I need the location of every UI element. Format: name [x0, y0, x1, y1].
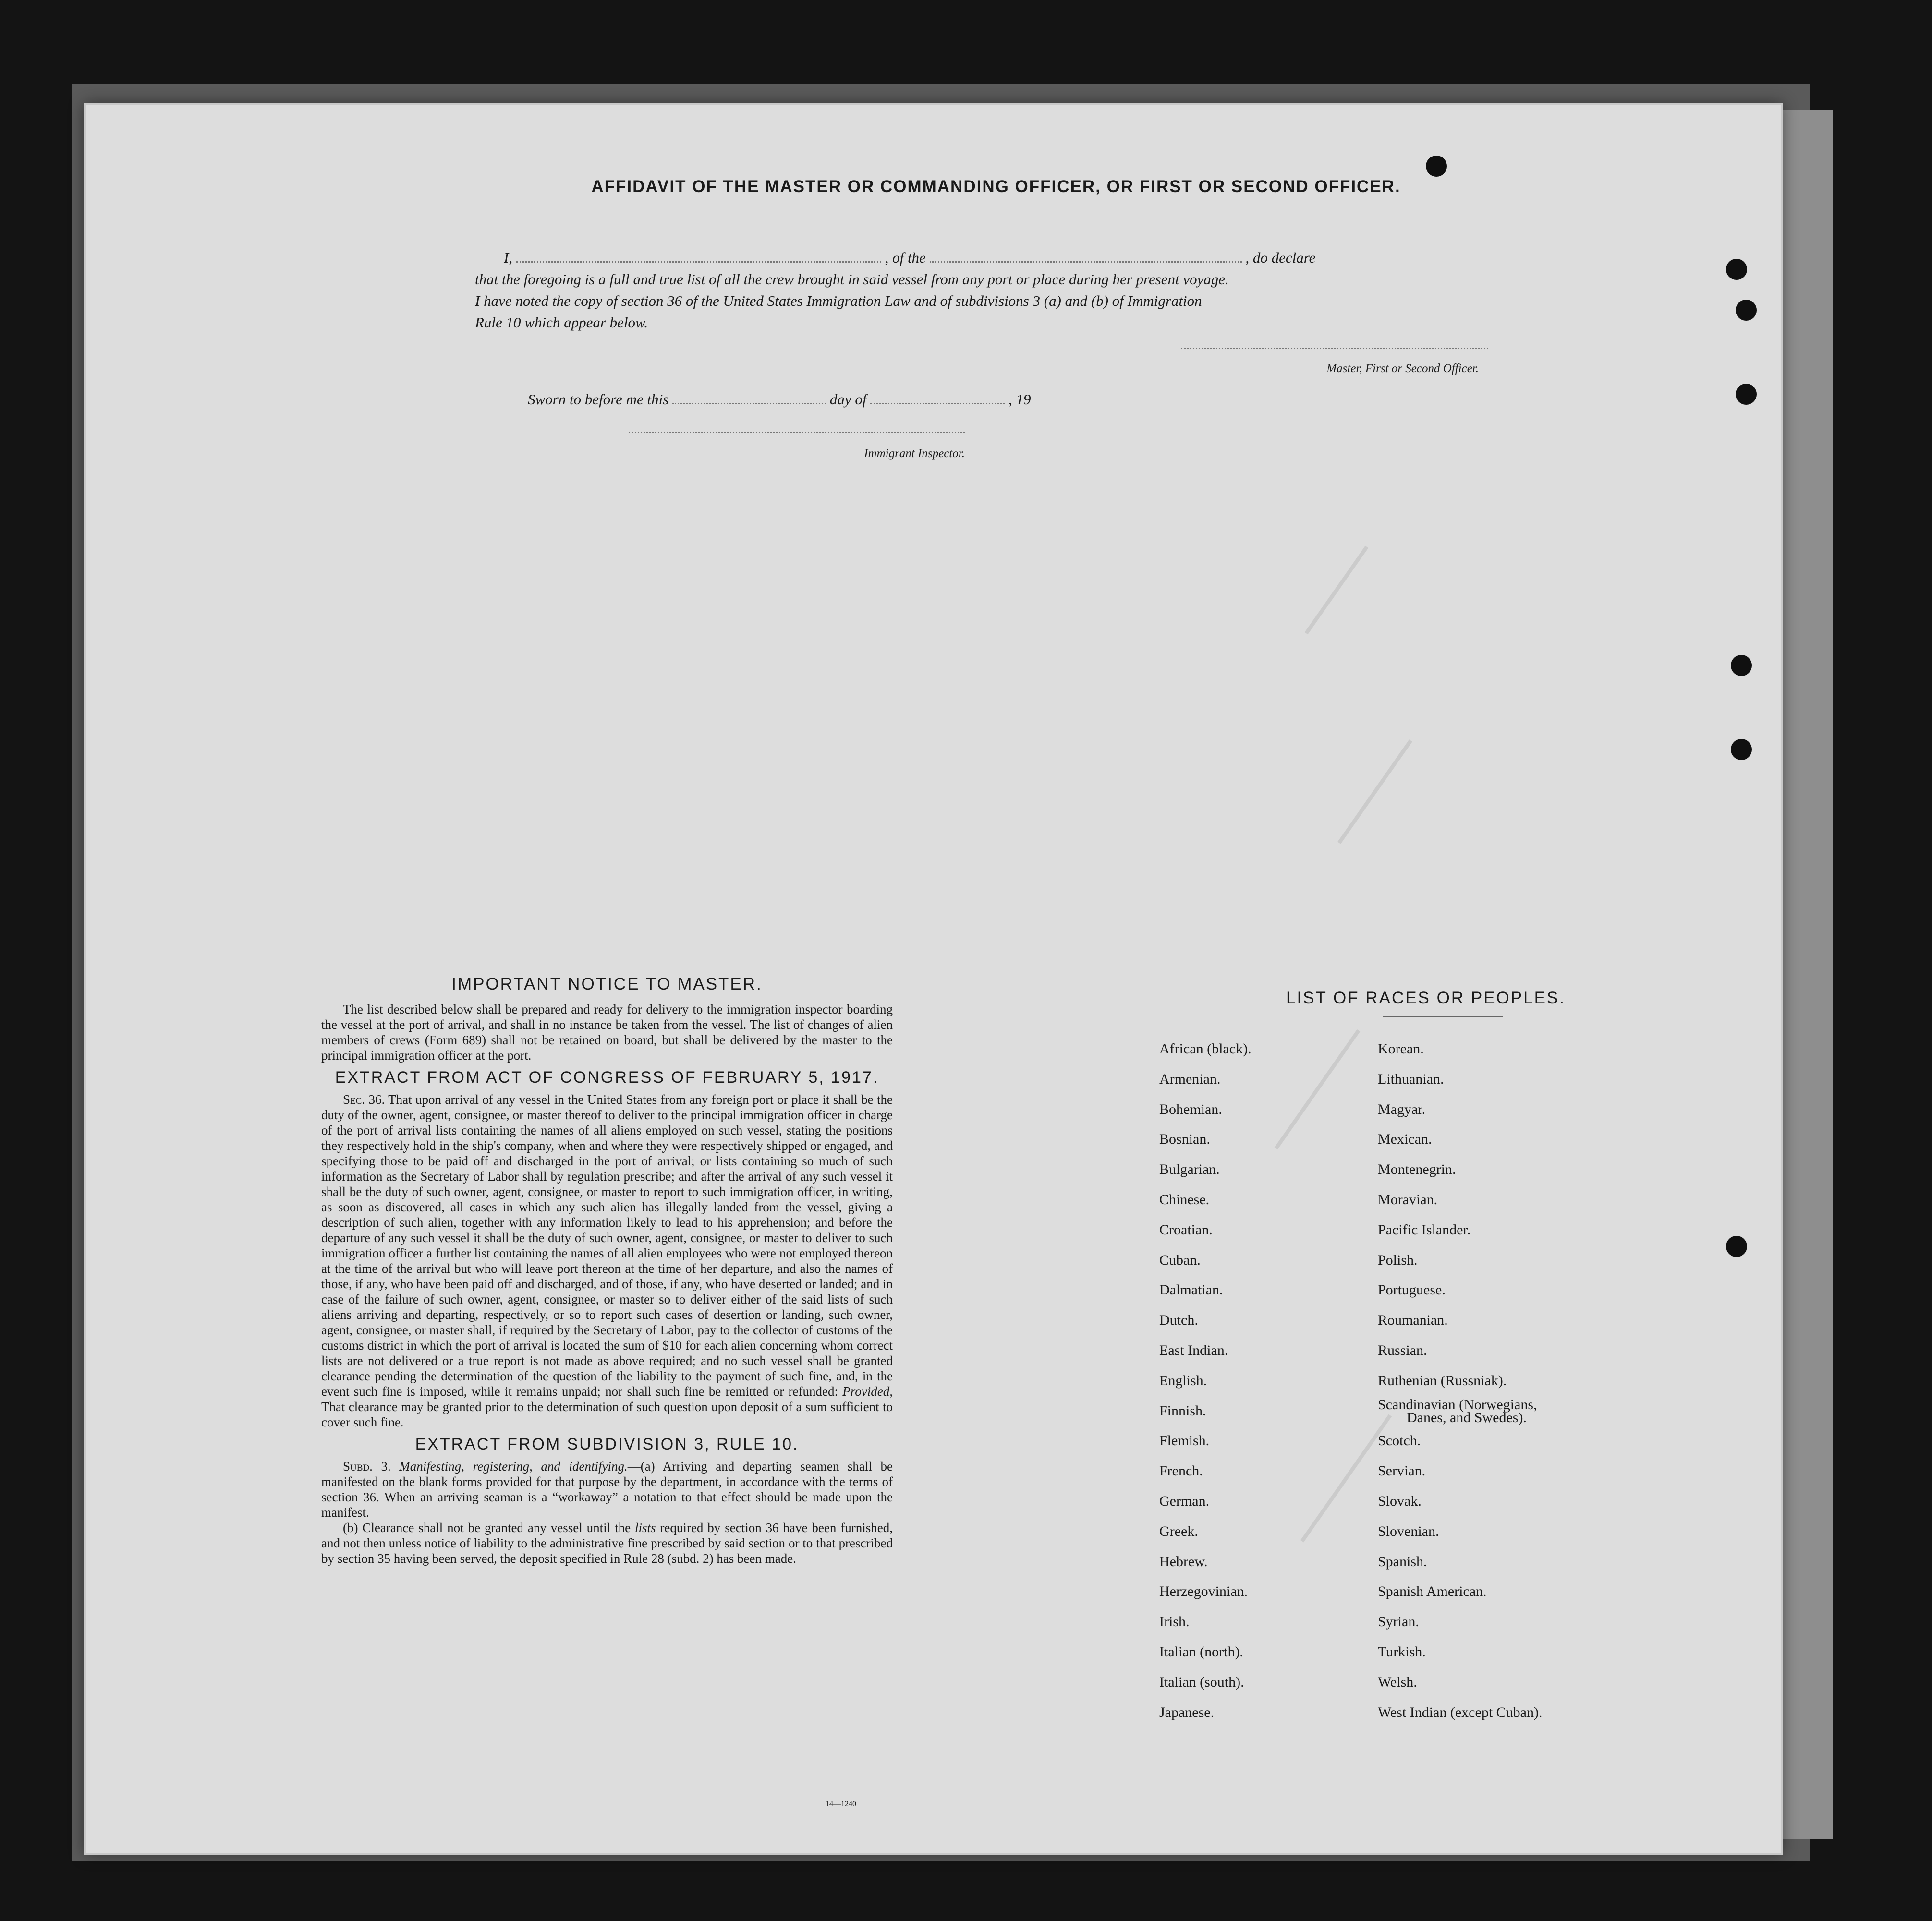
race-item: Welsh.: [1378, 1674, 1417, 1690]
race-item: Bosnian.: [1159, 1131, 1210, 1148]
sworn-year: , 19: [1008, 391, 1031, 408]
race-item: Bulgarian.: [1159, 1161, 1220, 1178]
form-number: 14—1240: [826, 1800, 856, 1808]
affidavit-i: I,: [504, 249, 513, 266]
race-item: Cuban.: [1159, 1252, 1201, 1268]
race-item-line: Scandinavian (Norwegians,: [1378, 1396, 1537, 1413]
race-item: Herzegovinian.: [1159, 1583, 1248, 1600]
race-item: West Indian (except Cuban).: [1378, 1704, 1543, 1720]
race-item: Polish.: [1378, 1252, 1418, 1268]
affidavit-line-3: I have noted the copy of section 36 of the United States Immigration Law and of subdivisions 3 (a) and (b) of Immigration: [475, 292, 1202, 309]
race-item: Mexican.: [1378, 1131, 1432, 1148]
race-item: Slovak.: [1378, 1493, 1422, 1509]
race-item: Korean.: [1378, 1041, 1424, 1057]
master-name-blank[interactable]: [516, 261, 881, 263]
affidavit-line-2: that the foregoing is a full and true list of all the crew brought in said vessel from any port or place during her present voyage.: [475, 271, 1229, 288]
race-item: Slovenian.: [1378, 1523, 1439, 1539]
notice-column: [321, 977, 893, 1566]
races-title: LIST OF RACES OR PEOPLES.: [1286, 989, 1566, 1007]
punch-hole: [1726, 259, 1747, 280]
subdivision-b-part2: required by section 36 have been furnished, and not then unless notice of liability to the administrative fine prescribed by said section or to that prescribed by section 35 having been served, the deposit specified in Rule 28 (subd. 2) has been made.: [321, 1521, 893, 1566]
race-item: Irish.: [1159, 1614, 1190, 1630]
sworn-text: Sworn to before me this: [528, 391, 669, 408]
subdivision-3b-text: [321, 1520, 893, 1566]
race-item: Italian (north).: [1159, 1643, 1243, 1660]
race-item: Finnish.: [1159, 1402, 1206, 1419]
race-item: Syrian.: [1378, 1614, 1419, 1630]
bleed-through-mark: [1305, 546, 1369, 635]
race-item: Magyar.: [1378, 1101, 1426, 1117]
race-item: Moravian.: [1378, 1191, 1438, 1208]
affidavit-line-4: Rule 10 which appear below.: [475, 314, 648, 331]
notice-text: The list described below shall be prepared and ready for delivery to the immigration inspector boarding the vessel at the port of arrival, and shall in no instance be taken from the vessel. The list of changes of alien members of crews (Form 689) shall not be retained on board, but shall be delivered by the master to the principal immigration officer at the port.: [321, 1002, 893, 1063]
race-item: French.: [1159, 1463, 1203, 1479]
race-item: Scotch.: [1378, 1433, 1421, 1449]
race-item: Portuguese.: [1378, 1282, 1446, 1298]
notice-title: IMPORTANT NOTICE TO MASTER.: [451, 975, 763, 993]
punch-hole: [1736, 384, 1757, 405]
section-36-label: Sec. 36.: [343, 1092, 385, 1107]
punch-hole: [1726, 1236, 1747, 1257]
race-item: German.: [1159, 1493, 1210, 1509]
race-item: Greek.: [1159, 1523, 1198, 1539]
race-item: Roumanian.: [1378, 1312, 1448, 1329]
sworn-month-blank[interactable]: [870, 403, 1005, 404]
races-column-1: [1159, 1034, 1351, 1728]
extract-act-title: EXTRACT FROM ACT OF CONGRESS OF FEBRUARY 5, 1917.: [335, 1068, 879, 1087]
race-item: [1378, 1396, 1628, 1426]
race-item-continuation: Danes, and Swedes).: [1407, 1409, 1527, 1426]
subdivision-heading: Manifesting, registering, and identifying.: [399, 1459, 628, 1474]
punch-hole: [1731, 739, 1752, 760]
sworn-line: [528, 391, 1031, 408]
section-36-end: That clearance may be granted prior to the determination of such question upon deposit of a sum sufficient to cover such fine.: [321, 1400, 893, 1429]
document-page: [84, 103, 1783, 1855]
punch-hole: [1736, 300, 1757, 321]
affidavit-declaration-line: [475, 249, 1493, 266]
race-item: Dutch.: [1159, 1312, 1198, 1329]
bleed-through-mark: [1337, 739, 1412, 844]
races-column-2: [1378, 1034, 1628, 1728]
race-item: Ruthenian (Russniak).: [1378, 1372, 1507, 1389]
race-item: Turkish.: [1378, 1643, 1426, 1660]
affidavit-title: AFFIDAVIT OF THE MASTER OR COMMANDING OFFICER, OR FIRST OR SECOND OFFICER.: [591, 177, 1401, 196]
subdivision-b-label: (b): [343, 1521, 358, 1535]
master-signature-line[interactable]: [1181, 348, 1488, 349]
race-item: Croatian.: [1159, 1221, 1213, 1238]
race-item: Montenegrin.: [1378, 1161, 1456, 1178]
binder-edge: [1777, 110, 1833, 1839]
race-item: Italian (south).: [1159, 1674, 1244, 1690]
race-item: Spanish.: [1378, 1553, 1427, 1570]
race-item: East Indian.: [1159, 1342, 1228, 1358]
race-item: Bohemian.: [1159, 1101, 1222, 1117]
race-item: Lithuanian.: [1378, 1071, 1444, 1087]
section-36-text: [321, 1092, 893, 1430]
punch-hole: [1731, 655, 1752, 676]
sworn-day-of: day of: [829, 391, 867, 408]
subdivision-3a-text: [321, 1459, 893, 1520]
sworn-day-blank[interactable]: [672, 403, 826, 404]
inspector-signature-label: Immigrant Inspector.: [864, 447, 965, 460]
punch-hole: [1426, 156, 1447, 177]
subdivision-a-body: —(a) Arriving and departing seamen shall be manifested on the blank forms provided for that purpose by the department, in accordance with the terms of section 36. When an arriving seaman is a “workaway” a notation to that effect should be made upon the manifest.: [321, 1459, 893, 1520]
race-item: Russian.: [1378, 1342, 1427, 1358]
subdivision-b-lists: lists: [634, 1521, 656, 1535]
master-signature-label: Master, First or Second Officer.: [1326, 362, 1479, 375]
extract-rule-title: EXTRACT FROM SUBDIVISION 3, RULE 10.: [415, 1435, 799, 1453]
race-item: African (black).: [1159, 1041, 1252, 1057]
subdivision-label: Subd. 3.: [343, 1459, 391, 1474]
race-item: Servian.: [1378, 1463, 1426, 1479]
race-item: Spanish American.: [1378, 1583, 1487, 1600]
race-item: Flemish.: [1159, 1433, 1210, 1449]
race-item: Hebrew.: [1159, 1553, 1208, 1570]
section-36-body: That upon arrival of any vessel in the United States from any foreign port or place it shall be the duty of the owner, agent, consignee, or master thereof to deliver to the principal immigration officer in charge of the port of arrival lists containing the names of all aliens employed on such vessel, stating the positions they respectively hold in the ship's company, when and where they were respectively shipped or engaged, and specifying those to be paid off and discharged in the port of arrival; or lists containing so much of such information as the Secretary of Labor shall by regulation prescribe; and after the arrival of any such vessel it shall be the duty of such owner, agent, consignee, or master to report to such immigration officer, in writing, as soon as discovered, all cases in which any such alien has illegally landed from the vessel, giving a description of such alien, together with any information likely to lead to his apprehension; and before the departure of any such vessel it shall be the duty of such owner, agent, consignee, or master to deliver to such immigration officer a further list containing the names of all alien employees who were not employed thereon at the time of the arrival but who will leave port thereon at the time of her departure, and also the names of those, if any, who have been paid off and discharged, and of those, if any, who have deserted or landed; and in case of the failure of such owner, agent, consignee, or master so to deliver either of the said lists of such aliens arriving and departing, respectively, or so to report such cases of desertion or landing, such owner, agent, consignee, or master shall, if required by the Secretary of Labor, pay to the collector of customs of the customs district in which the port of arrival is located the sum of $10 for each alien concerning whom correct lists are not delivered or a true report is not made as above required; and no such vessel shall be granted clearance pending the determination of the question of the liability to the payment of such fine, and, in the event such fine is imposed, while it remains unpaid; nor shall such fine be remitted or refunded:: [321, 1092, 893, 1399]
subdivision-b-part1: Clearance shall not be granted any vessel until the: [362, 1521, 631, 1535]
affidavit-do-declare: , do declare: [1245, 249, 1316, 266]
race-item: Dalmatian.: [1159, 1282, 1223, 1298]
race-item: Chinese.: [1159, 1191, 1210, 1208]
affidavit-of-the: , of the: [885, 249, 926, 266]
vessel-name-blank[interactable]: [930, 261, 1242, 263]
race-item: English.: [1159, 1372, 1207, 1389]
inspector-signature-line[interactable]: [629, 432, 965, 433]
section-36-provided: Provided,: [842, 1384, 893, 1399]
races-title-rule: [1383, 1016, 1503, 1017]
race-item: Armenian.: [1159, 1071, 1221, 1087]
race-item: Pacific Islander.: [1378, 1221, 1471, 1238]
race-item: Japanese.: [1159, 1704, 1215, 1720]
